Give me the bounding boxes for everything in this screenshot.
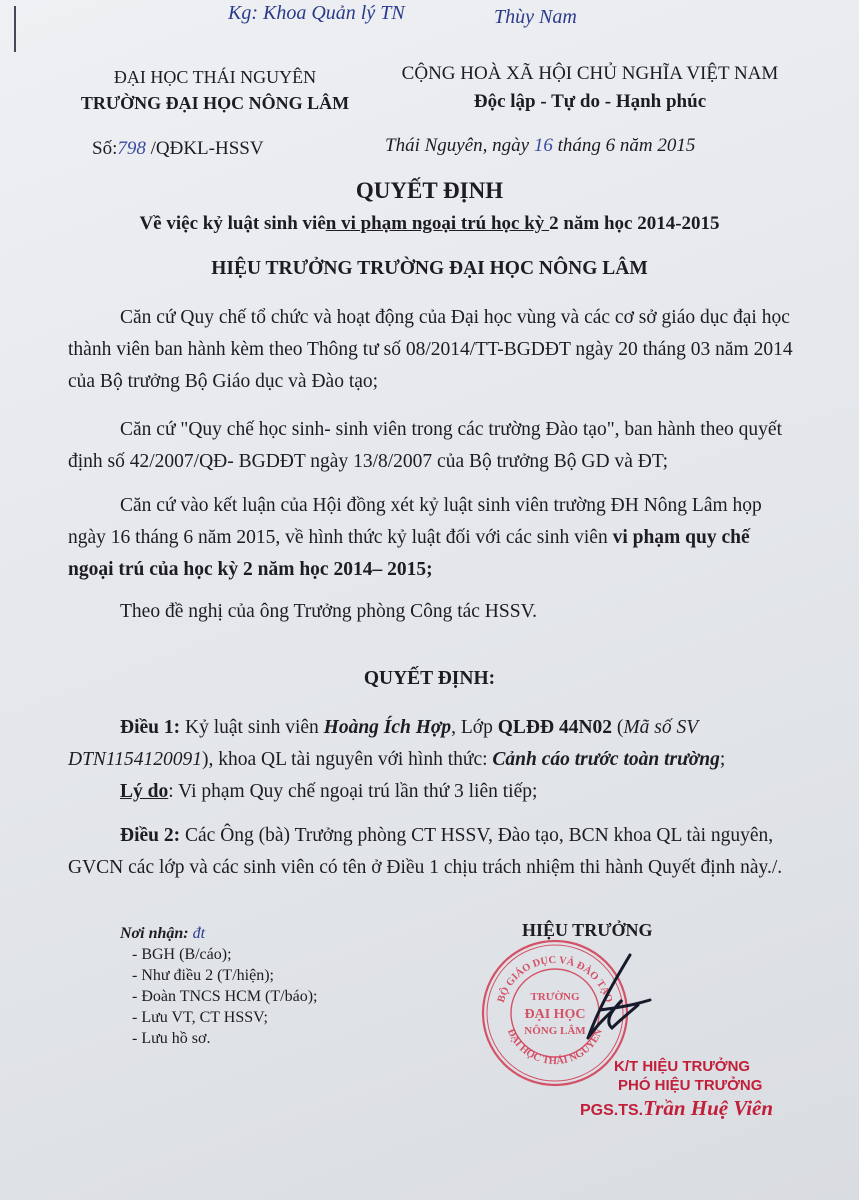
recipient-item: - Lưu VT, CT HSSV; xyxy=(132,1009,268,1026)
handwritten-note-left: Kg: Khoa Quản lý TN xyxy=(228,2,405,24)
document-title: QUYẾT ĐỊNH xyxy=(355,178,504,203)
signer-name xyxy=(580,1096,773,1121)
national-motto: Độc lập - Tự do - Hạnh phúc xyxy=(473,91,707,112)
header-right xyxy=(370,60,810,116)
seal-line-2: ĐẠI HỌC xyxy=(524,1007,586,1022)
recipient-item: - Đoàn TNCS HCM (T/báo); xyxy=(132,988,318,1005)
reason-label: Lý do xyxy=(120,781,169,802)
signer-degree: PGS.TS. xyxy=(580,1102,644,1119)
basis-p3-text: Căn cứ vào kết luận của Hội đồng xét kỷ luật sinh viên trường ĐH Nông Lâm họp ngày 16 tháng 6 năm 2015, về hình thức kỷ luật đối với các sinh viên xyxy=(68,495,762,548)
handwritten-signature-icon xyxy=(560,950,660,1050)
recipients-list xyxy=(120,923,317,1049)
rector-heading: HIỆU TRƯỞNG TRƯỜNG ĐẠI HỌC NÔNG LÂM xyxy=(211,258,648,279)
article-2-label: Điều 2: xyxy=(120,825,181,846)
document-date xyxy=(385,135,695,157)
recipient-item: - BGH (B/cáo); xyxy=(132,946,232,963)
article-1-text-4: ), khoa QL tài nguyên với hình thức: xyxy=(202,749,493,770)
seal-line-1: TRƯỜNG xyxy=(530,991,580,1003)
handwritten-note-right: Thùy Nam xyxy=(494,6,577,28)
basis-paragraph-2: Căn cứ "Quy chế học sinh- sinh viên trong các trường Đào tạo", ban hành theo quyết định số 42/2007/QĐ- BGDĐT ngày 13/8/2007 của Bộ trưởng Bộ GD và ĐT; xyxy=(68,419,782,472)
student-id: Mã số SV DTN1154120091 xyxy=(68,717,698,770)
article-1-label: Điều 1: xyxy=(120,717,181,738)
reason-text: : Vi phạm Quy chế ngoại trú lần thứ 3 liên tiếp; xyxy=(168,781,538,802)
subject-part1: Về việc kỷ luật sinh viê xyxy=(139,213,326,234)
article-1 xyxy=(68,712,798,776)
signer-full-name: Trần Huệ Viên xyxy=(643,1096,774,1120)
handwritten-day: 16 xyxy=(533,135,553,156)
article-1-text: Kỷ luật sinh viên xyxy=(180,717,324,738)
student-name: Hoàng Ích Hợp xyxy=(323,717,452,738)
decision-heading: QUYẾT ĐỊNH: xyxy=(363,668,496,689)
date-suffix: tháng 6 năm 2015 xyxy=(552,135,696,156)
margin-mark xyxy=(14,6,16,52)
recipient-item: - Lưu hồ sơ. xyxy=(132,1030,211,1047)
basis-paragraph-4: Theo đề nghị của ông Trưởng phòng Công tác HSSV. xyxy=(120,601,538,622)
school-name: TRƯỜNG ĐẠI HỌC NÔNG LÂM xyxy=(80,93,350,113)
subject-part3: 2 năm học 2014-2015 xyxy=(549,213,720,234)
basis-paragraph-3 xyxy=(68,490,798,586)
signer-deputy-title: PHÓ HIỆU TRƯỞNG xyxy=(618,1077,763,1094)
signer-kt: K/T HIỆU TRƯỞNG xyxy=(614,1058,751,1075)
article-2-text: Các Ông (bà) Trưởng phòng CT HSSV, Đào tạo, BCN khoa QL tài nguyên, GVCN các lớp và các sinh viên có tên ở Điều 1 chịu trách nhiệm thi hành Quyết định này./. xyxy=(68,825,783,878)
university-name: ĐẠI HỌC THÁI NGUYÊN xyxy=(113,67,317,87)
penalty: Cảnh cáo trước toàn trường xyxy=(492,749,720,770)
student-class: QLĐĐ 44N02 xyxy=(497,717,613,738)
number-suffix: /QĐKL-HSSV xyxy=(145,138,264,159)
republic-name: CỘNG HOÀ XÃ HỘI CHỦ NGHĨA VIỆT NAM xyxy=(401,63,779,84)
basis-paragraph-1: Căn cứ Quy chế tổ chức và hoạt động của Đại học vùng và các cơ sở giáo dục đại học thành viên ban hành kèm theo Thông tư số 08/2014/TT-BGDĐT ngày 20 tháng 03 năm 2014 của Bộ trưởng Bộ Giáo dục và Đào tạo; xyxy=(68,307,793,392)
header-left xyxy=(60,64,370,116)
document-number xyxy=(92,138,264,160)
document-subject xyxy=(0,213,859,235)
basis-p3-bold: vi phạm quy chế ngoại trú của học kỳ 2 năm học 2014– 2015; xyxy=(68,527,750,580)
seal-ring-top: BỘ GIÁO DỤC VÀ ĐÀO TẠO xyxy=(495,954,615,1004)
recipients-label: Nơi nhận: xyxy=(120,925,189,942)
number-prefix: Số: xyxy=(92,138,118,159)
recipient-item: - Như điều 2 (T/hiện); xyxy=(132,967,274,984)
handwritten-number: 798 xyxy=(117,138,146,159)
article-1-text-3: ( xyxy=(612,717,624,738)
article-2 xyxy=(68,820,798,884)
signer-title: HIỆU TRƯỞNG xyxy=(522,920,653,940)
date-prefix: Thái Nguyên, ngày xyxy=(385,135,534,156)
seal-line-3: NÔNG LÂM xyxy=(524,1025,586,1037)
article-1-text-5: ; xyxy=(719,749,726,770)
handwritten-mark: đt xyxy=(192,925,206,942)
reason xyxy=(68,776,798,808)
subject-part2: n vi phạm ngoại trú học kỳ xyxy=(325,213,550,234)
seal-ring-bottom: ĐẠI HỌC THÁI NGUYÊN xyxy=(504,1027,606,1068)
article-1-text-2: , Lớp xyxy=(451,717,498,738)
